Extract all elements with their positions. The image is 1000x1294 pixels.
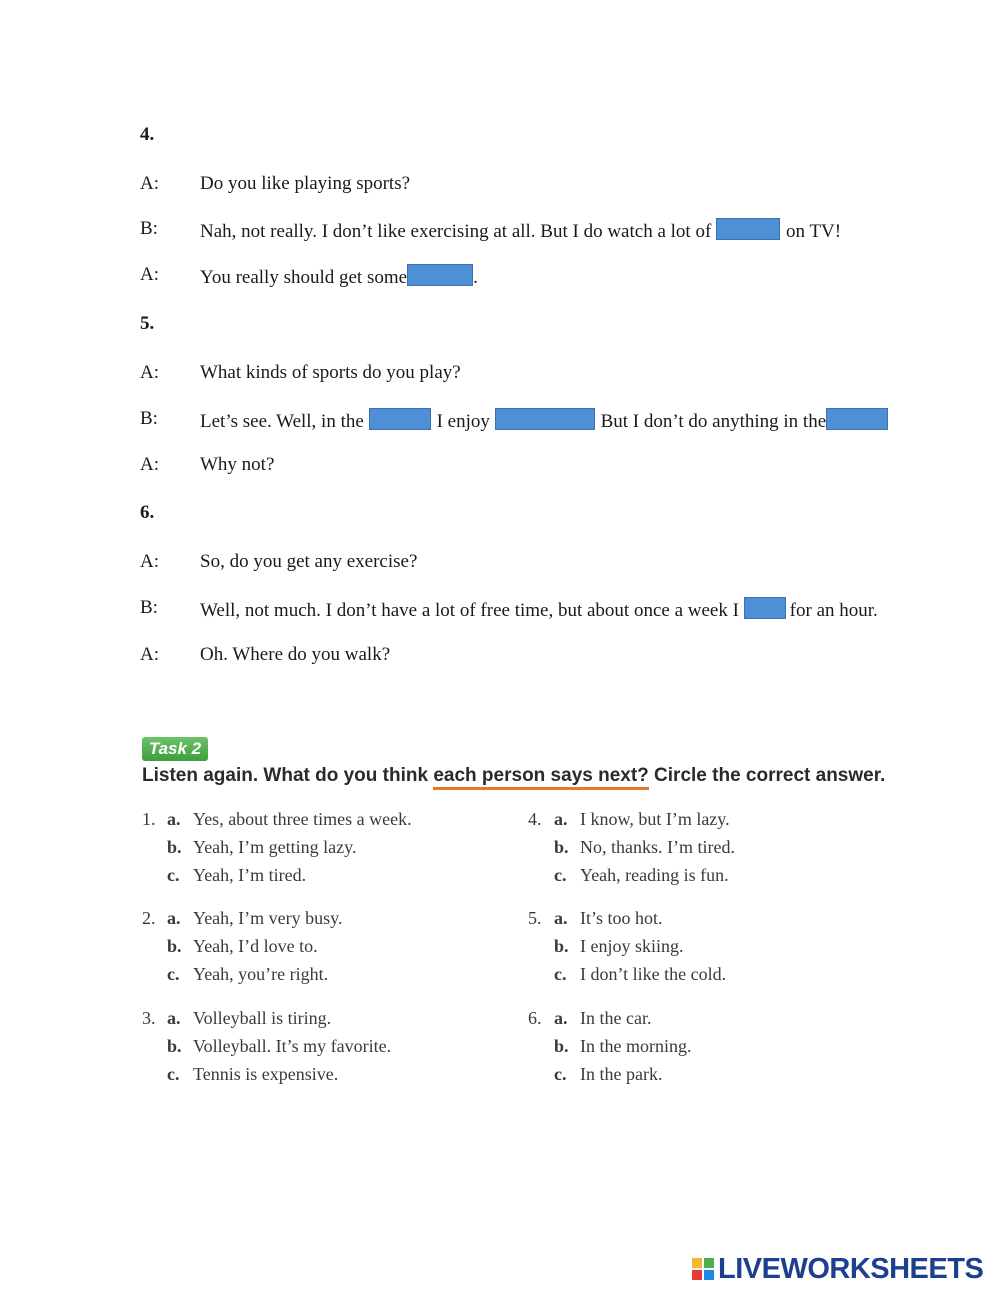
option-text: Yeah, I’m getting lazy. [193, 837, 357, 857]
answer-option[interactable] [554, 908, 663, 929]
speaker-label: A: [140, 362, 159, 383]
dialogue-number: 4. [140, 124, 155, 145]
dialogue-text: on TV! [786, 221, 842, 242]
speaker-label: A: [140, 551, 159, 572]
dialogue-line [200, 644, 390, 666]
answer-option[interactable] [554, 837, 735, 858]
answer-option[interactable] [554, 1036, 691, 1057]
dialogue-text: What kinds of sports do you play? [200, 362, 461, 383]
dialogue-line [200, 454, 274, 476]
answer-option[interactable] [167, 1036, 391, 1057]
instruction-text: Circle the correct answer. [648, 765, 886, 786]
dialogue-text: Do you like playing sports? [200, 173, 411, 194]
option-letter: b. [167, 936, 182, 956]
option-letter: c. [167, 1064, 180, 1084]
answer-option[interactable] [167, 1064, 338, 1085]
answer-option[interactable] [167, 809, 412, 830]
speaker-label: A: [140, 173, 159, 194]
option-text: I know, but I’m lazy. [580, 809, 730, 829]
option-letter: c. [167, 865, 180, 885]
speaker-label: B: [140, 408, 158, 429]
answer-option[interactable] [554, 809, 730, 830]
task-badge: Task 2 [142, 737, 208, 761]
speaker-label: A: [140, 264, 159, 285]
option-letter: c. [554, 865, 567, 885]
option-letter: c. [554, 1064, 567, 1084]
answer-blank[interactable] [407, 264, 473, 286]
option-text: No, thanks. I’m tired. [580, 837, 735, 857]
answer-blank[interactable] [744, 597, 786, 619]
instruction-underlined: each person says next? [433, 765, 648, 790]
question-number: 3. [142, 1008, 156, 1028]
dialogue-text: I enjoy [436, 411, 495, 432]
option-text: Volleyball is tiring. [193, 1008, 332, 1028]
answer-option[interactable] [167, 908, 342, 929]
dialogue-text: Oh. Where do you walk? [200, 644, 391, 665]
dialogue-line [200, 264, 478, 289]
option-text: In the park. [580, 1064, 663, 1084]
dialogue-text: Why not? [200, 454, 275, 475]
answer-blank[interactable] [716, 218, 780, 240]
answer-option[interactable] [167, 936, 318, 957]
option-letter: c. [554, 964, 567, 984]
dialogue-line [200, 218, 841, 243]
option-letter: b. [554, 936, 569, 956]
dialogue-text: You really should get some [200, 267, 408, 288]
option-letter: a. [167, 809, 181, 829]
question-number: 2. [142, 908, 156, 928]
option-text: Tennis is expensive. [193, 1064, 339, 1084]
option-text: In the morning. [580, 1036, 692, 1056]
dialogue-text: But I don’t do anything in the [600, 411, 827, 432]
option-text: It’s too hot. [580, 908, 663, 928]
option-text: Yeah, reading is fun. [580, 865, 729, 885]
dialogue-line [200, 173, 410, 195]
answer-option[interactable] [167, 1008, 331, 1029]
task-instruction [142, 765, 885, 787]
option-text: Yes, about three times a week. [193, 809, 412, 829]
option-text: Yeah, I’m very busy. [193, 908, 343, 928]
answer-blank[interactable] [369, 408, 431, 430]
liveworksheets-logo: LIVEWORKSHEETS [718, 1253, 984, 1285]
option-text: Volleyball. It’s my favorite. [193, 1036, 392, 1056]
answer-blank[interactable] [495, 408, 595, 430]
speaker-label: A: [140, 644, 159, 665]
option-letter: b. [554, 1036, 569, 1056]
answer-option[interactable] [554, 1008, 651, 1029]
option-letter: b. [554, 837, 569, 857]
answer-option[interactable] [167, 837, 356, 858]
option-letter: b. [167, 837, 182, 857]
option-letter: a. [554, 908, 568, 928]
dialogue-text: So, do you get any exercise? [200, 551, 418, 572]
dialogue-line [200, 597, 878, 622]
dialogue-line [200, 362, 461, 384]
question-number: 5. [528, 908, 542, 928]
question-number: 1. [142, 809, 156, 829]
question-number: 4. [528, 809, 542, 829]
option-text: Yeah, you’re right. [193, 964, 329, 984]
instruction-text: Listen again. What do you think [142, 765, 434, 786]
dialogue-number: 6. [140, 502, 155, 523]
option-text: In the car. [580, 1008, 652, 1028]
option-letter: a. [167, 908, 181, 928]
dialogue-text: . [473, 267, 478, 288]
option-letter: a. [167, 1008, 181, 1028]
option-text: I enjoy skiing. [580, 936, 684, 956]
option-letter: a. [554, 1008, 568, 1028]
option-text: I don’t like the cold. [580, 964, 727, 984]
option-letter: b. [167, 1036, 182, 1056]
dialogue-text: Nah, not really. I don’t like exercising at all. But I do watch a lot of [200, 221, 717, 242]
answer-option[interactable] [554, 1064, 662, 1085]
answer-option[interactable] [167, 964, 328, 985]
option-letter: c. [167, 964, 180, 984]
dialogue-text: Well, not much. I don’t have a lot of free time, but about once a week I [200, 600, 744, 621]
dialogue-line [200, 408, 888, 433]
answer-option[interactable] [554, 865, 729, 886]
answer-option[interactable] [167, 865, 306, 886]
answer-option[interactable] [554, 936, 684, 957]
answer-blank[interactable] [826, 408, 888, 430]
answer-option[interactable] [554, 964, 726, 985]
speaker-label: A: [140, 454, 159, 475]
dialogue-number: 5. [140, 313, 155, 334]
dialogue-line [200, 551, 417, 573]
speaker-label: B: [140, 597, 158, 618]
option-text: Yeah, I’m tired. [193, 865, 307, 885]
dialogue-text: for an hour. [789, 600, 878, 621]
option-text: Yeah, I’d love to. [193, 936, 318, 956]
dialogue-text: Let’s see. Well, in the [200, 411, 369, 432]
option-letter: a. [554, 809, 568, 829]
question-number: 6. [528, 1008, 542, 1028]
liveworksheets-logo-icon [692, 1258, 714, 1280]
speaker-label: B: [140, 218, 158, 239]
